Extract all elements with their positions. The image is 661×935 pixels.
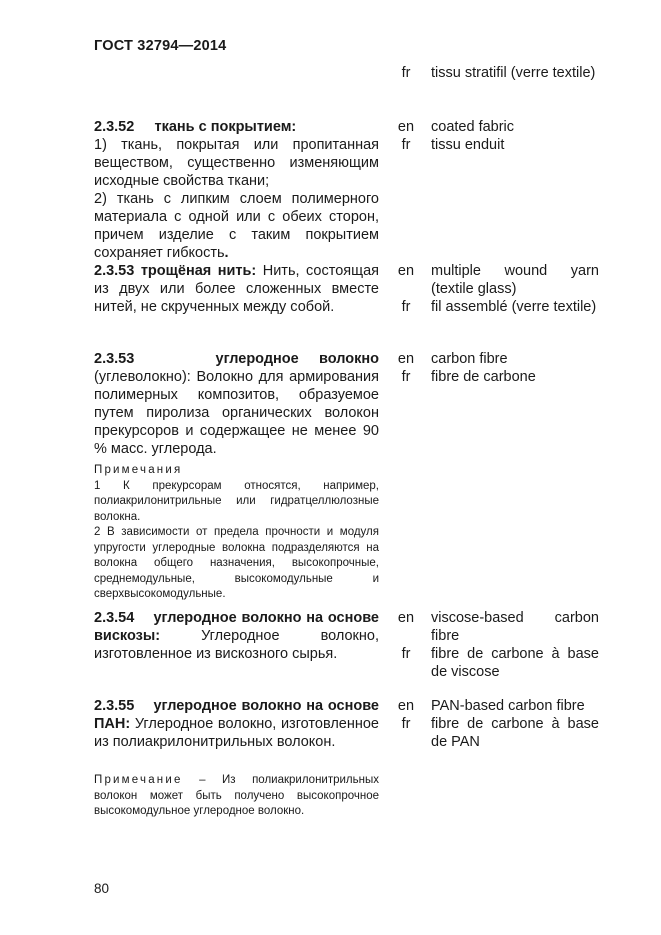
lang-code-fr: fr — [401, 137, 411, 153]
equivalent-en: coated fabric — [431, 119, 515, 135]
lang-code-en: en — [397, 119, 415, 135]
term-title: трощёная нить: — [140, 263, 257, 279]
equivalent-fr: fil assemblé (verre textile) — [431, 299, 597, 315]
term-definition: Углеродное волокно, изготовленное из полиакрилонитрильных волокон. — [94, 716, 379, 750]
term-entry-2-3-52 — [94, 118, 379, 262]
term-definition: Нить, состоящая из двух или более сложенных вместе нитей, не скрученных между собой. — [94, 263, 379, 315]
note-2: 2 В зависимости от предела прочности и модуля упругости углеродные волокна подразделяются на волокна общего назначения, высокопрочные, среднемодульные, высокомодульные и сверхвысокомодульные. — [94, 526, 379, 600]
term-number: 2.3.53 — [94, 351, 135, 367]
page-number: 80 — [94, 881, 110, 896]
lang-code-en: en — [397, 263, 415, 279]
term-number: 2.3.53 — [94, 263, 135, 279]
equivalent-fr: tissu stratifil (verre textile) — [431, 65, 596, 81]
notes-label: Примечания — [94, 464, 183, 476]
lang-code-fr: fr — [401, 65, 411, 81]
term-definition-1: 1) ткань, покрытая или пропитанная веществом, существенно изменяющим исходные свойства ткани; — [94, 137, 379, 189]
term-definition: (углеволокно): Волокно для армирования полимерных композитов, образуемое путем пиролиза органических волокон прекурсоров и содержащее не менее 90 % масс. углерода. — [94, 369, 379, 457]
note-label: Примечание — [94, 774, 183, 786]
equivalent-fr: fibre de carbone à base de viscose — [431, 646, 599, 680]
equivalent-en: PAN-based carbon fibre — [431, 698, 585, 714]
term-entry-2-3-53-carbon — [94, 350, 379, 458]
lang-code-fr: fr — [401, 716, 411, 732]
equivalent-en: viscose-based carbon fibre — [431, 610, 599, 644]
term-entry-2-3-54 — [94, 609, 379, 663]
lang-code-en: en — [397, 698, 415, 714]
note-block — [94, 773, 379, 820]
equivalent-fr: tissu enduit — [431, 137, 505, 153]
term-title: углеродное волокно — [215, 351, 379, 367]
equivalent-fr: fibre de carbone — [431, 369, 536, 385]
lang-code-fr: fr — [401, 646, 411, 662]
term-definition: Углеродное волокно, изготовленное из вискозного сырья. — [94, 628, 379, 662]
note-text: – Из полиакрилонитрильных волокон может быть получено высокопрочное высокомодульное углеродное волокно. — [94, 774, 379, 817]
term-title: углеродное волокно на основе ПАН: — [94, 698, 379, 732]
term-number: 2.3.55 — [94, 698, 135, 714]
term-definition-end: . — [224, 245, 229, 261]
lang-code-en: en — [397, 610, 415, 626]
equivalent-en: carbon fibre — [431, 351, 508, 367]
lang-code-fr: fr — [401, 369, 411, 385]
notes-block — [94, 463, 379, 603]
document-id: ГОСТ 32794—2014 — [94, 38, 227, 54]
term-title: ткань с покрытием: — [154, 119, 297, 135]
term-number: 2.3.52 — [94, 119, 135, 135]
term-entry-2-3-53-yarn — [94, 262, 379, 316]
lang-code-fr: fr — [401, 299, 411, 315]
lang-code-en: en — [397, 351, 415, 367]
term-entry-2-3-55 — [94, 697, 379, 751]
term-number: 2.3.54 — [94, 610, 135, 626]
term-title: углеродное волокно на основе вискозы: — [94, 610, 379, 644]
term-definition-2: 2) ткань с липким слоем полимерного материала с одной или с обеих сторон, причем изделие с таким покрытием сохраняет гибкость — [94, 191, 379, 261]
note-1: 1 К прекурсорам относятся, например, полиакрилонитрильные или гидратцеллюлозные волокна. — [94, 479, 379, 523]
equivalent-en: multiple wound yarn (textile glass) — [431, 263, 599, 297]
equivalent-fr: fibre de carbone à base de PAN — [431, 716, 599, 750]
